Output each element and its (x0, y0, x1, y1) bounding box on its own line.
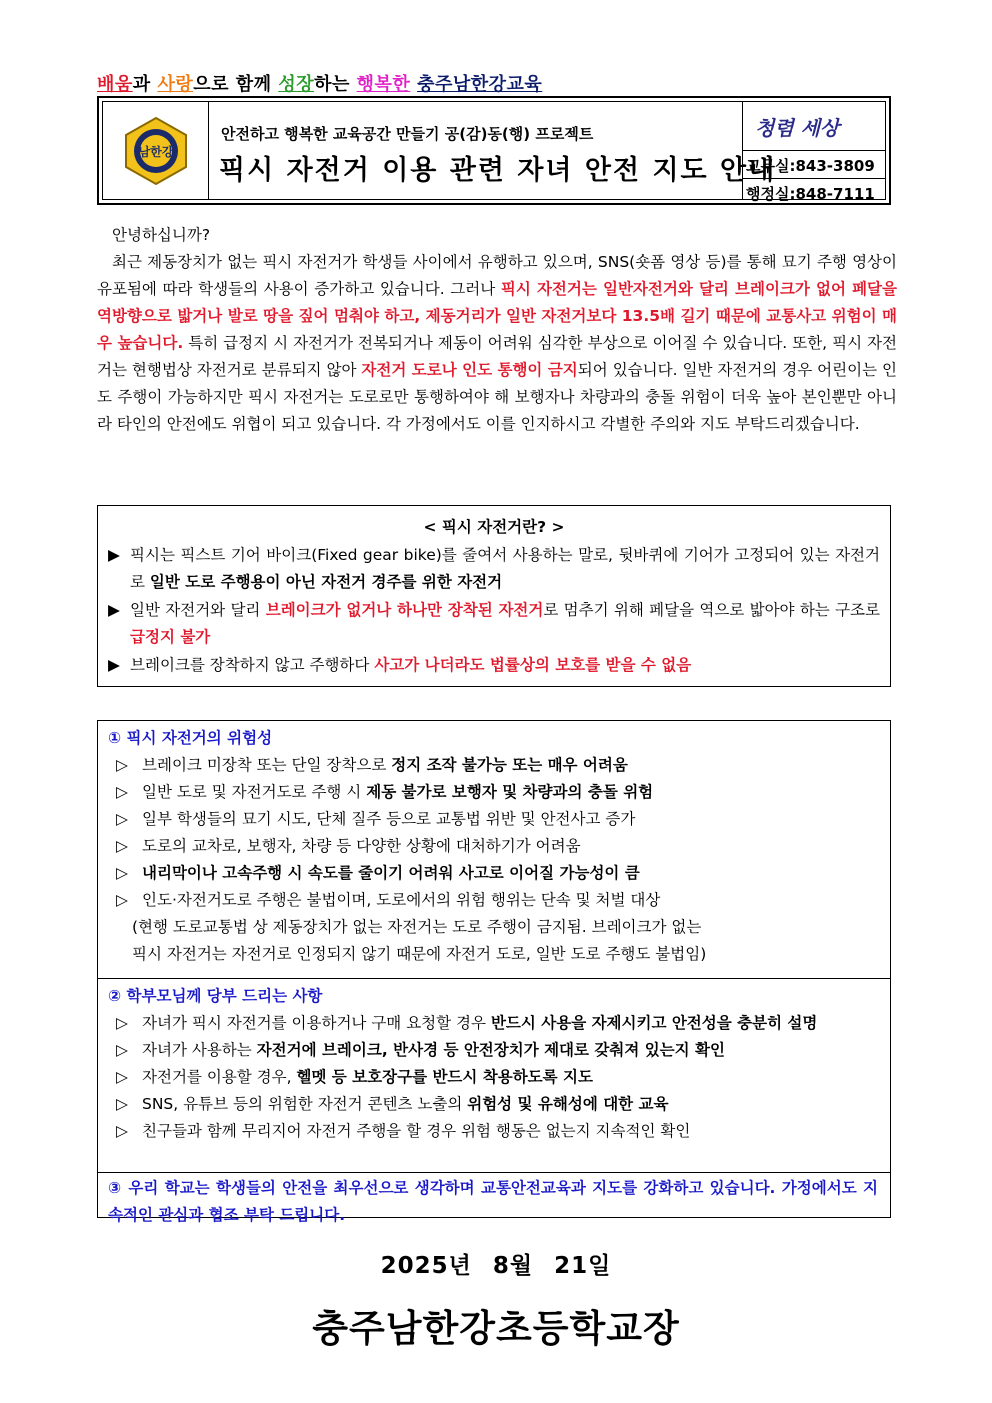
triangle-bullet-icon: ▶ (108, 545, 120, 564)
project-subtitle: 안전하고 행복한 교육공간 만들기 공(감)동(행) 프로젝트 (221, 125, 594, 143)
text-run-bold: 반드시 사용을 자제시키고 안전성을 충분히 설명 (490, 1014, 818, 1032)
text-run: 인도·자전거도로 주행은 불법이며, 도로에서의 위험 행위는 단속 및 처벌 대상 (142, 891, 661, 909)
triangle-bullet-icon: ▶ (108, 600, 120, 619)
danger-item (108, 752, 878, 779)
text-run-bold: 정지 조작 불가능 또는 매우 어려움 (391, 756, 628, 774)
text-run: 되어 있습니다. 일반 자전거의 경우 어린이는 인도 주행이 가능하지만 픽시 자전거는 도로로만 통행하여야 해 보행자나 차량과의 충돌 위험이 더욱 높아 본인뿐만 아니라 타인의 안전에도 위협이 되고 있습니다. 각 가정에서도 이를 인지하시고 각별한 주의와 지도 부탁드리겠습니다. (97, 361, 897, 433)
danger-item (108, 779, 878, 806)
school-logo (103, 102, 209, 199)
danger-item (108, 887, 878, 914)
svg-text:남한강: 남한강 (138, 144, 173, 159)
text-run: 일반 자전거와 달리 (130, 600, 266, 619)
danger-item (108, 833, 878, 860)
text-run-bold: 제동 불가로 보행자 및 차량과의 충돌 위험 (366, 783, 654, 801)
motto-part: 충주남한강교육 (417, 74, 543, 95)
title-cell (209, 102, 777, 199)
text-run-highlight: 사고가 나더라도 법률상의 보호를 받을 수 없음 (374, 655, 692, 674)
integrity-logo (755, 112, 839, 141)
text-run-highlight: 픽시 자전거는 일반자전거와 달리 브레이크가 없어 페달을 역방향으로 밟거나 발로 땅을 짚어 멈춰야 하고, 제동거리가 일반 자전거보다 13.5배 길기 때문에 교통사고 위험이 매우 높습니다. (97, 280, 897, 352)
text-run-highlight: 브레이크가 없거나 하나만 장착된 자전거 (265, 600, 544, 619)
outline-triangle-icon: ▷ (116, 1014, 128, 1032)
text-run-highlight: 급정지 불가 (130, 628, 211, 646)
text-run-bold: 일반 도로 주행용이 아닌 자전거 경주를 위한 자전거 (149, 573, 503, 591)
text-run: 특히 급정지 시 자전거가 전복되거나 제동이 어려워 심각한 부상으로 이어질 수 있습니다. 또한, 픽시 자전거는 현행법상 자전거로 분류되지 않아 (97, 334, 897, 379)
text-run: 브레이크를 장착하지 않고 주행하다 (130, 655, 375, 674)
definition-item (108, 542, 880, 597)
danger-item (108, 860, 878, 887)
contact-admin: 행정실:848-7111 (743, 178, 885, 204)
outline-triangle-icon: ▷ (116, 864, 128, 882)
legal-note: (현행 도로교통법 상 제동장치가 없는 자전거는 도로 주행이 금지됨. 브레이크가 없는 (132, 918, 702, 936)
definition-title: < 픽시 자전거란? > (423, 518, 565, 536)
triangle-bullet-icon: ▶ (108, 655, 120, 674)
outline-triangle-icon: ▷ (116, 891, 128, 909)
definition-item (108, 652, 880, 680)
text-run: 일부 학생들의 묘기 시도, 단체 질주 등으로 교통법 위반 및 안전사고 증가 (142, 810, 636, 828)
contact-cell (743, 102, 885, 203)
outline-triangle-icon: ▷ (116, 1041, 128, 1059)
motto-part: 성장 (278, 74, 315, 95)
greeting: 안녕하십니까? (112, 226, 211, 244)
letter-header (97, 96, 891, 205)
integrity-logo-text: 청렴 세상 (755, 116, 840, 140)
outline-triangle-icon: ▷ (116, 1068, 128, 1086)
outline-triangle-icon: ▷ (116, 837, 128, 855)
parents-item (108, 1118, 878, 1145)
text-run: SNS, 유튜브 등의 위험한 자전거 콘텐츠 노출의 (142, 1095, 468, 1113)
parents-title: ② 학부모님께 당부 드리는 사항 (108, 987, 323, 1005)
outline-triangle-icon: ▷ (116, 810, 128, 828)
text-run: 친구들과 함께 무리지어 자전거 주행을 할 경우 위험 행동은 없는지 지속적인 확인 (142, 1122, 691, 1140)
danger-title: ① 픽시 자전거의 위험성 (108, 729, 273, 747)
text-run: 로 멈추기 위해 페달을 역으로 밟아야 하는 구조로 (543, 600, 880, 619)
closing-section (98, 1173, 890, 1224)
definition-box (97, 505, 891, 687)
parents-item (108, 1091, 878, 1118)
text-run: 자녀가 픽시 자전거를 이용하거나 구매 요청할 경우 (142, 1014, 491, 1032)
motto-part: 과 (132, 74, 158, 95)
letter-body (97, 222, 897, 438)
parents-section (98, 979, 890, 1173)
outline-triangle-icon: ▷ (116, 1095, 128, 1113)
contact-office: 교무실:843-3809 (743, 150, 885, 178)
motto-part: 하는 (314, 74, 357, 95)
outline-triangle-icon: ▷ (116, 1122, 128, 1140)
motto-part: 행복한 (356, 74, 411, 95)
text-run: 일반 도로 및 자전거도로 주행 시 (142, 783, 367, 801)
text-run: 픽시는 픽스트 기어 바이크(Fixed gear bike)를 줄여서 사용하는 말로, 뒷바퀴에 기어가 고정되어 있는 자전거로 (130, 545, 880, 591)
school-emblem-icon (120, 115, 192, 187)
text-run-bold: 위험성 및 유해성에 대한 교육 (467, 1095, 669, 1113)
page-title: 픽시 자전거 이용 관련 자녀 안전 지도 안내 (219, 155, 777, 186)
text-run-bold: 헬멧 등 보호장구를 반드시 착용하도록 지도 (296, 1068, 593, 1086)
motto-part: 배움 (97, 74, 133, 95)
motto-part: 으로 함께 (193, 74, 279, 95)
signer: 충주남한강초등학교장 (312, 1307, 680, 1350)
text-run-highlight: 자전거 도로나 인도 통행이 금지 (361, 361, 578, 379)
parents-item (108, 1064, 878, 1091)
motto-part: 사랑 (157, 74, 194, 95)
guidance-box (97, 720, 891, 1224)
closing-statement: ③ 우리 학교는 학생들의 안전을 최우선으로 생각하며 교통안전교육과 지도를 강화하고 있습니다. 가정에서도 지속적인 관심과 협조 부탁 드립니다. (108, 1179, 878, 1224)
text-run-bold: 자전거에 브레이크, 반사경 등 안전장치가 제대로 갖춰져 있는지 확인 (256, 1041, 725, 1059)
text-run: 자녀가 사용하는 (142, 1041, 257, 1059)
parents-item (108, 1010, 878, 1037)
outline-triangle-icon: ▷ (116, 783, 128, 801)
motto (97, 70, 542, 96)
text-run: 도로의 교차로, 보행자, 차량 등 다양한 상황에 대처하기가 어려움 (142, 837, 581, 855)
letter-paragraph (97, 249, 897, 438)
outline-triangle-icon: ▷ (116, 756, 128, 774)
danger-item (108, 806, 878, 833)
definition-item (108, 597, 880, 652)
danger-section (98, 721, 890, 979)
text-run: 최근 제동장치가 없는 픽시 자전거가 학생들 사이에서 유행하고 있으며, SNS(숏폼 영상 등)를 통해 묘기 주행 영상이 유포됨에 따라 학생들의 사용이 증가하고 있습니다. 그러나 (97, 253, 897, 298)
text-run: 자전거를 이용할 경우, (142, 1068, 297, 1086)
issue-date: 2025년 8월 21일 (380, 1253, 612, 1279)
legal-note: 픽시 자전거는 자전거로 인정되지 않기 때문에 자전거 도로, 일반 도로 주행도 불법임) (132, 945, 707, 963)
parents-item (108, 1037, 878, 1064)
text-run-bold: 내리막이나 고속주행 시 속도를 줄이기 어려워 사고로 이어질 가능성이 큼 (142, 864, 640, 882)
text-run: 브레이크 미장착 또는 단일 장착으로 (142, 756, 392, 774)
